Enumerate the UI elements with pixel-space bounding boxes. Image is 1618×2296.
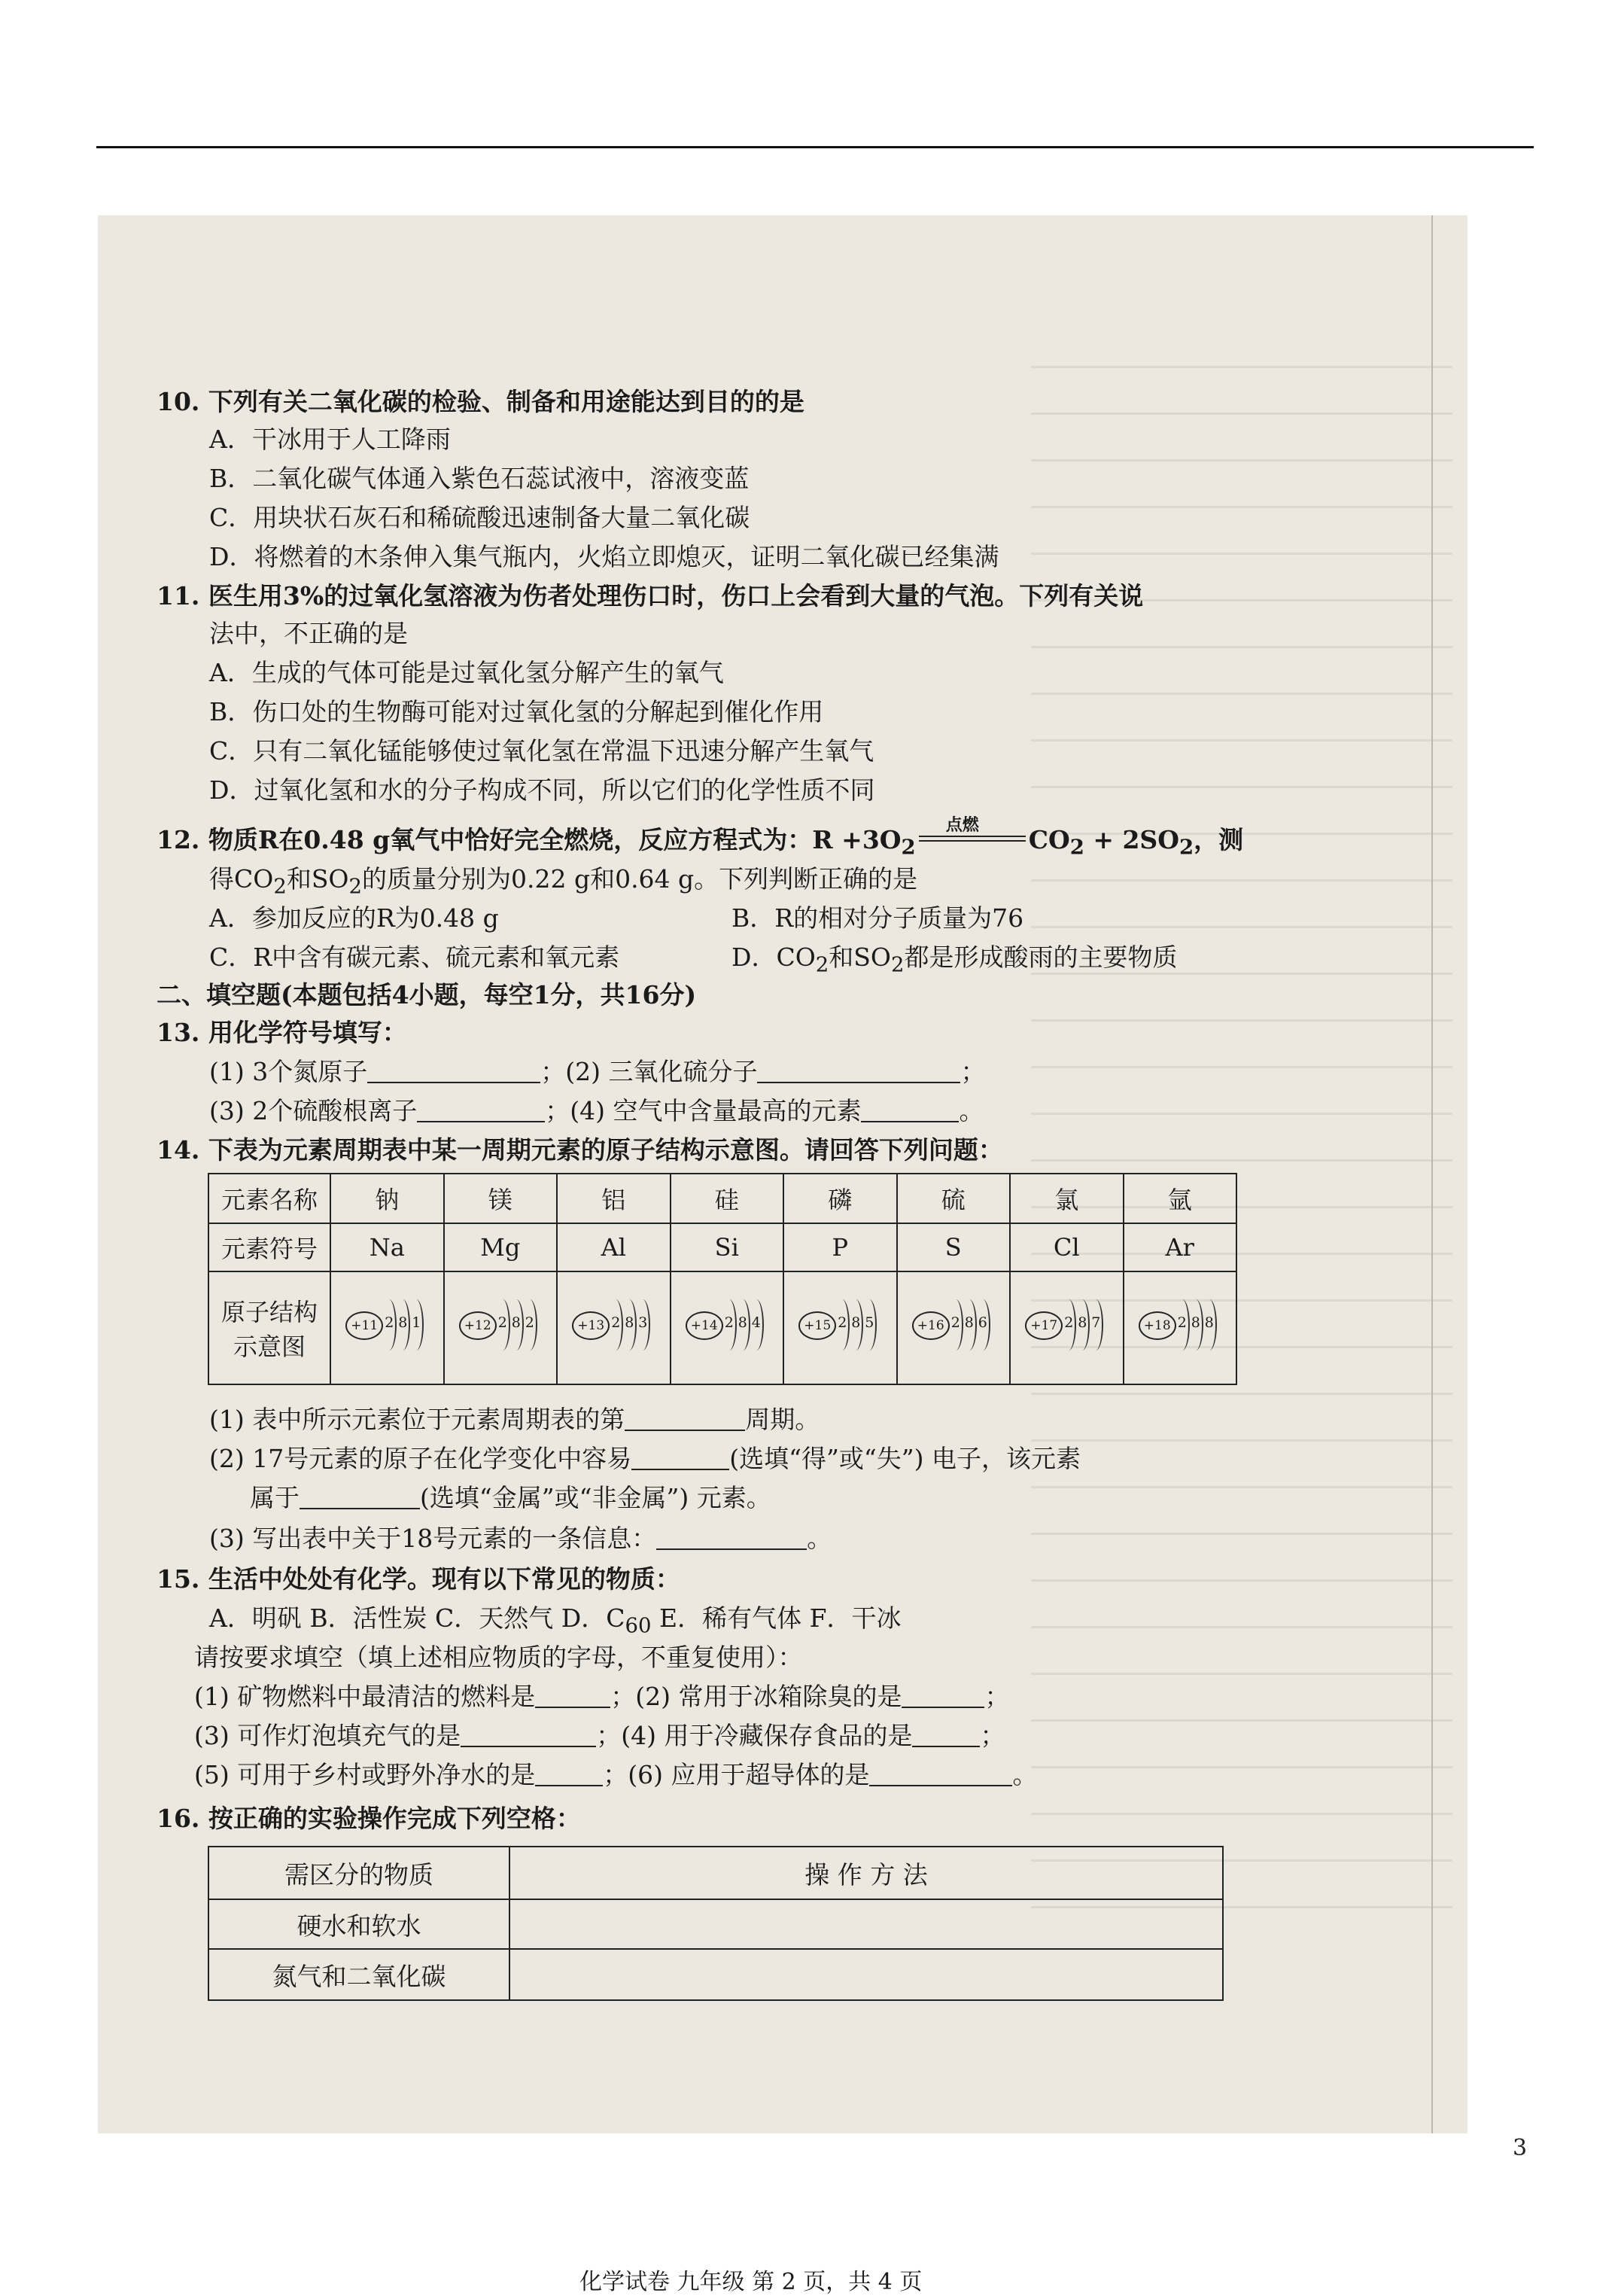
q10-option-d: D．将燃着的木条伸入集气瓶内，火焰立即熄灭，证明二氧化碳已经集满 [209, 542, 999, 571]
q12-stem [157, 815, 1244, 863]
page-number: 3 [1513, 2135, 1528, 2161]
atom-diagram-si: +14 2 8 4 [671, 1271, 784, 1384]
periodic-table [208, 1173, 1237, 1385]
q12-option-c: C．R中含有碳元素、硫元素和氧元素 [209, 942, 620, 972]
header-substances: 需区分的物质 [208, 1847, 509, 1899]
element-name: 铝 [557, 1174, 671, 1223]
substance-pair: 氮气和二氧化碳 [208, 1949, 509, 2000]
section-title: 二、填空题(本题包括4小题，每空1分，共16分) [157, 980, 697, 1009]
method-answer-1[interactable] [509, 1899, 1223, 1949]
atom-diagram-na: +11 2 8 1 [330, 1271, 444, 1384]
element-symbol: Na [330, 1223, 444, 1271]
element-symbol-row [208, 1223, 1236, 1271]
atom-diagram-al: +13 2 8 3 [557, 1271, 671, 1384]
scanned-exam-page [98, 215, 1467, 2295]
q15-answer-4[interactable] [912, 1723, 980, 1747]
element-name: 氩 [1124, 1174, 1237, 1223]
q14-part2: (2) 17号元素的原子在化学变化中容易 (选填“得”或“失”) 电子，该元素 [209, 1444, 1081, 1473]
element-symbol: Al [557, 1223, 671, 1271]
q13-answer-1[interactable] [367, 1059, 540, 1083]
q15-line2: (3) 可作灯泡填充气的是 ；(4) 用于冷藏保存食品的是 ； [194, 1721, 1005, 1750]
operation-row [208, 1899, 1223, 1949]
substance-pair: 硬水和软水 [208, 1899, 509, 1949]
element-symbol: S [897, 1223, 1011, 1271]
q13-line2: (3) 2个硫酸根离子 ；(4) 空气中含量最高的元素 。 [209, 1096, 984, 1125]
q16-stem: 16. 按正确的实验操作完成下列空格： [157, 1804, 581, 1833]
atom-diagram-mg: +12 2 8 2 [444, 1271, 558, 1384]
q15-answer-5[interactable] [535, 1762, 603, 1786]
element-symbol: P [783, 1223, 897, 1271]
header-method: 操 作 方 法 [509, 1847, 1223, 1899]
operation-table [208, 1846, 1224, 2001]
q12-so2-sub: 2 [1179, 835, 1194, 860]
q12-stem-cont: 得$CO_2$和$SO_2$的质量分别为0.22 g和0.64 g。下列判断正确的是 [209, 864, 918, 899]
q12-option-d: D．$CO_2$和$SO_2$都是形成酸雨的主要物质 [731, 942, 1178, 977]
q11-option-d: D．过氧化氢和水的分子构成不同，所以它们的化学性质不同 [209, 775, 875, 805]
q14-answer-2a[interactable] [631, 1446, 729, 1470]
q15-stem: 15. 生活中处处有化学。现有以下常见的物质： [157, 1564, 680, 1594]
q12-so2: + 2SO [1084, 825, 1180, 854]
q14-answer-2b[interactable] [300, 1485, 420, 1509]
atom-diagram-s: +16 2 8 6 [897, 1271, 1011, 1384]
atom-diagram-ar: +18 2 8 8 [1124, 1271, 1237, 1384]
element-name: 镁 [444, 1174, 558, 1223]
q15-line3: (5) 可用于乡村或野外净水的是 ；(6) 应用于超导体的是 。 [194, 1760, 1038, 1789]
method-answer-2[interactable] [509, 1949, 1223, 2000]
q15-answer-6[interactable] [869, 1762, 1012, 1786]
q14-part3: (3) 写出表中关于18号元素的一条信息： 。 [209, 1524, 832, 1553]
q14-stem: 14. 下表为元素周期表中某一周期元素的原子结构示意图。请回答下列问题： [157, 1135, 1003, 1165]
q10-stem: 10. 下列有关二氧化碳的检验、制备和用途能达到目的的是 [157, 387, 804, 416]
q10-option-c: C．用块状石灰石和稀硫酸迅速制备大量二氧化碳 [209, 503, 750, 532]
element-name-row [208, 1174, 1236, 1223]
element-name: 磷 [783, 1174, 897, 1223]
element-symbol: Si [671, 1223, 784, 1271]
q14-part1: (1) 表中所示元素位于元素周期表的第 周期。 [209, 1405, 820, 1434]
q12-option-b: B．R的相对分子质量为76 [731, 903, 1024, 933]
q15-answer-3[interactable] [461, 1723, 596, 1747]
q11-stem: 11. 医生用3%的过氧化氢溶液为伤者处理伤口时，伤口上会看到大量的气泡。下列有关说 [157, 581, 1144, 611]
q11-option-c: C．只有二氧化锰能够使过氧化氢在常温下迅速分解产生氧气 [209, 736, 874, 766]
q12-co2-sub: 2 [1069, 835, 1084, 860]
q13-answer-3[interactable] [417, 1098, 545, 1122]
operation-row [208, 1949, 1223, 2000]
q11-stem-cont: 法中，不正确的是 [209, 619, 408, 648]
header-rule [96, 146, 1534, 148]
page-footer: 化学试卷 九年级 第 2 页，共 4 页 [579, 2269, 923, 2295]
q15-answer-2[interactable] [902, 1684, 984, 1708]
atom-diagram-cl: +17 2 8 7 [1010, 1271, 1124, 1384]
q15-instruction: 请按要求填空（填上述相应物质的字母，不重复使用）： [194, 1643, 803, 1672]
page-edge-line [1431, 215, 1433, 2133]
q11-option-b: B．伤口处的生物酶可能对过氧化氢的分解起到催化作用 [209, 697, 824, 726]
element-name: 硅 [671, 1174, 784, 1223]
q14-answer-1[interactable] [625, 1407, 745, 1431]
q11-option-a: A．生成的气体可能是过氧化氢分解产生的氧气 [209, 658, 724, 687]
q15-answer-1[interactable] [535, 1684, 610, 1708]
q13-answer-2[interactable] [757, 1059, 960, 1083]
q12-co2: CO [1028, 825, 1070, 854]
q14-answer-3[interactable] [656, 1526, 807, 1550]
atom-structure-row [208, 1271, 1236, 1384]
reaction-condition: 点燃 [945, 815, 979, 835]
q12-o2-sub: 2 [901, 835, 916, 860]
q15-line1: (1) 矿物燃料中最清洁的燃料是 ；(2) 常用于冰箱除臭的是 ； [194, 1682, 1010, 1711]
q13-stem: 13. 用化学符号填写： [157, 1018, 407, 1047]
q12-stem-text: 12. 物质R在0.48 g氧气中恰好完全燃烧，反应方程式为：R +3O [157, 825, 902, 854]
element-name: 硫 [897, 1174, 1011, 1223]
row-label: 元素符号 [208, 1223, 330, 1271]
q12-option-a: A．参加反应的R为0.48 g [209, 903, 499, 933]
reaction-arrow [916, 815, 1029, 855]
row-label: 元素名称 [208, 1174, 330, 1223]
atom-diagram-p: +15 2 8 5 [783, 1271, 897, 1384]
element-name: 氯 [1010, 1174, 1124, 1223]
element-name: 钠 [330, 1174, 444, 1223]
q15-options: A．明矾 B．活性炭 C．天然气 D．$C_{60}$ E．稀有气体 F．干冰 [209, 1603, 902, 1638]
q12-tail: ，测 [1194, 825, 1244, 854]
element-symbol: Mg [444, 1223, 558, 1271]
q10-option-a: A．干冰用于人工降雨 [209, 425, 451, 454]
q13-answer-4[interactable] [861, 1098, 959, 1122]
q14-part2-cont: 属于 (选填“金属”或“非金属”) 元素。 [250, 1483, 771, 1512]
row-label: 原子结构 示意图 [208, 1271, 330, 1384]
element-symbol: Ar [1124, 1223, 1237, 1271]
q10-option-b: B．二氧化碳气体通入紫色石蕊试液中，溶液变蓝 [209, 464, 750, 493]
element-symbol: Cl [1010, 1223, 1124, 1271]
operation-table-header [208, 1847, 1223, 1899]
q13-line1: (1) 3个氮原子 ；(2) 三氧化硫分子 ； [209, 1057, 986, 1086]
